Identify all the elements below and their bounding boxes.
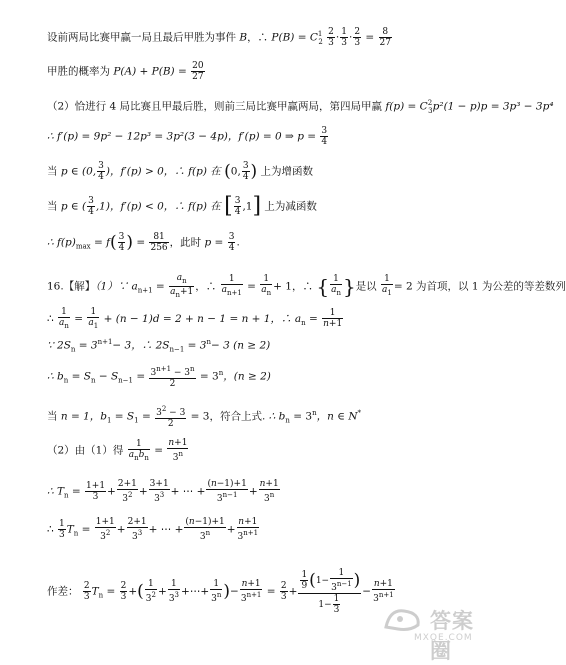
fraction: $\frac{3+1}{3^3}$ (149, 479, 169, 504)
fraction: $\frac{3}{4}$ (118, 232, 125, 253)
line-12: 当 n = 1，$b_1 = S_1$ = $\frac{3^2 - 3}{2}$ = 3，符合上式. ∴ $b_n = 3^n$，n ∈ N* (47, 405, 362, 429)
math: = (141, 410, 151, 423)
line-11: ∴ $b_n = S_n - S_{n-1}$ = $\frac{3^{n+1} - 3^n}{2}$ = $3^n$，(n ≥ 2) (47, 365, 271, 389)
math: + (128, 585, 138, 598)
math: T (91, 585, 99, 598)
fraction: $\frac{(n-1)+1}{3^n}$ (185, 517, 225, 542)
fraction: $\frac{1+1}{3}$ (86, 481, 106, 502)
line-6: 当 p ∈ ( $\frac{3}{4}$ ,1)，f′(p) < 0，∴ f(p) 在 [ $\frac{3}{4}$ ,1] 上为减函数 (47, 193, 317, 219)
math: = 3 (187, 339, 207, 352)
fraction: $\frac{n+1}{3^n}$ (259, 479, 279, 504)
fraction: $\frac{3}{4}$ (321, 126, 328, 147)
fraction: $\frac{(n-1)+1}{3^{n-1}}$ (207, 479, 247, 504)
text: 当 (47, 410, 58, 423)
math: ∵ 2S (47, 339, 71, 352)
fraction: $\frac{3}{4}$ (234, 196, 241, 217)
math: P(A) + P(B) = (113, 65, 187, 78)
text: 当 (47, 200, 58, 213)
fraction: $\frac{3}{4}$ (88, 196, 94, 217)
fraction: $\frac{1}{a_n}$ (261, 274, 272, 298)
math: = (71, 485, 81, 498)
math: = S (71, 370, 91, 383)
line-7: ∴ $f(p)_{max} = f$( $\frac{3}{4}$ ) = $\frac{81}{256}$ ，此时 p = $\frac{3}{4}$ . (47, 232, 240, 253)
math: ∴ T (47, 485, 65, 498)
text: （2）由（1）得 (47, 444, 124, 457)
fraction: $\frac{1}{a_1}$ (382, 274, 392, 298)
math: ∴ (47, 312, 54, 325)
math: = (308, 312, 318, 325)
fraction: $\frac{2}{3}$ (280, 581, 287, 602)
math: ∴ b (268, 410, 286, 423)
fraction: $\frac{1}{a_n}$ (59, 307, 69, 330)
math: P(B) = C (271, 31, 318, 44)
math: T (66, 523, 74, 536)
text: ，∴ (195, 280, 217, 293)
line-5: 当 p ∈ (0, $\frac{3}{4}$ )，f′(p) > 0，∴ f(p) 在 (0, $\frac{3}{4}$ ) 上为增函数 (47, 161, 314, 182)
line-8: 16.【解】（1）∵ $a_{n+1}$ = $\frac{a_n}{a_n+1}$ ，∴ $\frac{1}{a_{n+1}}$ = $\frac{1}{a_n}$ + 1，∴ { $\frac{1}{a_n}$ }是以 $\frac{1}{a_1}$ = 2 为首项，以 1 为公差的等差数列 (47, 273, 566, 299)
fraction: $\frac{3}{4}$ (98, 161, 104, 182)
text: + 1，∴ (273, 280, 313, 293)
math: ，n ∈ N (316, 410, 358, 423)
watermark-logo (380, 605, 492, 663)
math: = (266, 585, 276, 598)
math: − S (98, 370, 119, 383)
math: ，(n ≥ 2) (223, 370, 271, 383)
event-b: B (239, 31, 248, 44)
math-sub: 2 (318, 37, 323, 46)
fraction: $\frac{2+1}{3^2}$ (117, 479, 137, 504)
text: 上为增函数 (260, 165, 314, 178)
line-16: 作差： $\frac{2}{3}$ $T_n$ = $\frac{2}{3}$ +( $\frac{1}{3^2}$ + $\frac{1}{3^3}$ +⋯+ $\frac{1}{3^n}$ )− $\frac{n+1}{3^{n+1}}$ = $\frac{2}{3}$ + $\frac{1}{9}$ (1− $\frac{1}{3^{n-1}}$ ) 1− $\frac{1}{3}$ − $\frac{n+1}{3^{n+1}}$ (47, 568, 394, 615)
math: p²(1 − p)p = 3p³ − 3p⁴ (432, 100, 554, 113)
fraction: $\frac{1}{9}$ (1− $\frac{1}{3^{n-1}}$ ) 1− $\frac{1}{3}$ (298, 568, 361, 615)
text: ，∴ (247, 31, 269, 44)
text: 是以 (355, 280, 377, 293)
fraction: $\frac{3^{n+1} - 3^n}{2}$ (150, 365, 195, 389)
fraction: $\frac{8}{27}$ (379, 27, 391, 48)
math: = S (114, 410, 135, 423)
logo-icon (380, 605, 428, 633)
line-10: ∵ $2S_n = 3^{n+1}- 3$，∴ $2S_{n-1} = 3^n- 3$ (n ≥ 2) (47, 338, 271, 354)
watermark-url: MXQE.COM (414, 633, 473, 643)
math-sup: 2 (427, 99, 433, 107)
text: 设前两局比赛甲赢一局且最后甲胜为事件 (47, 31, 236, 44)
line-2 (47, 61, 206, 82)
fraction: $\frac{2+1}{3^3}$ (127, 517, 147, 542)
fraction: $\frac{1}{3^n}$ (211, 579, 222, 604)
math: − 3 (n ≥ 2) (210, 339, 271, 352)
math-sub: n+1 (137, 286, 153, 295)
fraction: $\frac{a_n}{a_n+1}$ (170, 273, 194, 299)
math: = (106, 585, 116, 598)
text: 甲胜的概率为 (47, 65, 110, 78)
fraction: $\frac{n+1}{3^{n+1}}$ (237, 517, 259, 542)
line-13: （2）由（1）得 $\frac{1}{a_nb_n}$ = $\frac{n+1}{3^n}$ (47, 438, 188, 463)
fraction: $\frac{1}{n+1}$ (323, 308, 343, 330)
math: = 3 (293, 410, 313, 423)
math: （1）∵ a (95, 280, 138, 293)
math: n = 1，b (60, 410, 107, 423)
math: = 3 (199, 370, 219, 383)
fraction: $\frac{1+1}{3^2}$ (95, 517, 115, 542)
fraction: $\frac{1}{a_1}$ (88, 307, 99, 330)
line-9: ∴ $\frac{1}{a_n}$ = $\frac{1}{a_1}$ + (n − 1)d = 2 + n − 1 = n + 1，∴ $a_n$ = $\frac{1}{n+1}$ (47, 307, 343, 330)
math: + (n − 1)d = 2 + n − 1 = n + 1，∴ a (103, 312, 302, 325)
math: = (155, 280, 165, 293)
math-sub: max (75, 242, 91, 251)
line-3 (47, 97, 554, 117)
math: − (230, 585, 239, 598)
math: = f (93, 236, 110, 249)
fraction: $\frac{3^2 - 3}{2}$ (156, 405, 186, 429)
math-sup: 1 (317, 30, 323, 38)
text: 作差： (47, 585, 79, 598)
line-1: 设前两局比赛甲赢一局且最后甲胜为事件 B，∴ $P(B) = C^1_2$ $\frac{2}{3}$ · $\frac{1}{3}$ · $\frac{2}{3}$ = $\frac{8}{27}$ (47, 27, 391, 48)
fraction: $\frac{81}{256}$ (150, 232, 168, 253)
math: + ⋯ + (170, 485, 206, 498)
math: = (136, 370, 146, 383)
math: p ∈ ( (60, 200, 87, 213)
math: ∴ f(p) (47, 236, 76, 249)
text: 当 (47, 165, 58, 178)
math: p ∈ (0, (60, 165, 97, 178)
text: = 3，符合上式. (190, 410, 266, 423)
text: 上为减函数 (264, 200, 317, 213)
math: ∴ f′(p) = 9p² − 12p³ = 3p²(3 − 4p)，f′(p) = 0 ⇒ p = (47, 130, 317, 143)
line-15: ∴ $\frac{1}{3}$ $T_n$ = $\frac{1+1}{3^2}$ + $\frac{2+1}{3^3}$ + ⋯ + $\frac{(n-1)+1}{3^n}$ + $\frac{n+1}{3^{n+1}}$ (47, 517, 259, 542)
fraction: $\frac{1}{3}$ (59, 519, 65, 540)
problem-number: 16.【解】 (47, 280, 96, 293)
fraction: $\frac{1}{a_nb_n}$ (128, 438, 149, 462)
fraction: $\frac{2}{3}$ (120, 581, 127, 602)
math: ,1)，f′(p) < 0，∴ f(p) 在 (95, 200, 221, 213)
math: )，f′(p) > 0，∴ f(p) 在 (105, 165, 221, 178)
math: ∴ (47, 523, 54, 536)
watermark-text: 答案圈 (430, 608, 474, 663)
fraction: $\frac{1}{3}$ (341, 27, 347, 48)
fraction: $\frac{3}{4}$ (242, 161, 249, 182)
math: ∴ b (47, 370, 64, 383)
fraction: $\frac{n+1}{3^n}$ (168, 438, 188, 463)
fraction: $\frac{1}{3^3}$ (168, 579, 180, 604)
text: ，此时 (169, 236, 202, 249)
text: = 2 为首项，以 1 为公差的等差数列 (393, 280, 566, 293)
line-4 (47, 126, 329, 147)
fraction: $\frac{n+1}{3^{n+1}}$ (373, 579, 394, 604)
fraction: $\frac{2}{3}$ (328, 27, 334, 48)
fraction: $\frac{3}{4}$ (228, 232, 235, 253)
line-14: ∴ $T_n$ = $\frac{1+1}{3}$ + $\frac{2+1}{3^2}$ + $\frac{3+1}{3^3}$ + ⋯ + $\frac{(n-1)+1}{3^{n-1}}$ + $\frac{n+1}{3^n}$ (47, 479, 279, 504)
fraction: $\frac{1}{a_n}$ (331, 274, 341, 298)
fraction: $\frac{n+1}{3^{n+1}}$ (240, 579, 262, 604)
fraction: $\frac{1}{3^2}$ (145, 579, 156, 604)
fraction: $\frac{2}{3}$ (83, 581, 90, 602)
math-sub: 3 (428, 106, 433, 115)
math: = 3 (78, 339, 98, 352)
math: f(p) = C (385, 100, 428, 113)
math: p = (204, 236, 224, 249)
fraction: $\frac{20}{27}$ (192, 61, 204, 82)
text: （2）恰进行 4 局比赛且甲最后胜，则前三局比赛甲赢两局，第四局甲赢 (47, 100, 383, 113)
fraction: $\frac{1}{a_{n+1}}$ (221, 274, 242, 298)
fraction: $\frac{2}{3}$ (354, 27, 361, 48)
math: − 3，∴ 2S (112, 339, 170, 352)
